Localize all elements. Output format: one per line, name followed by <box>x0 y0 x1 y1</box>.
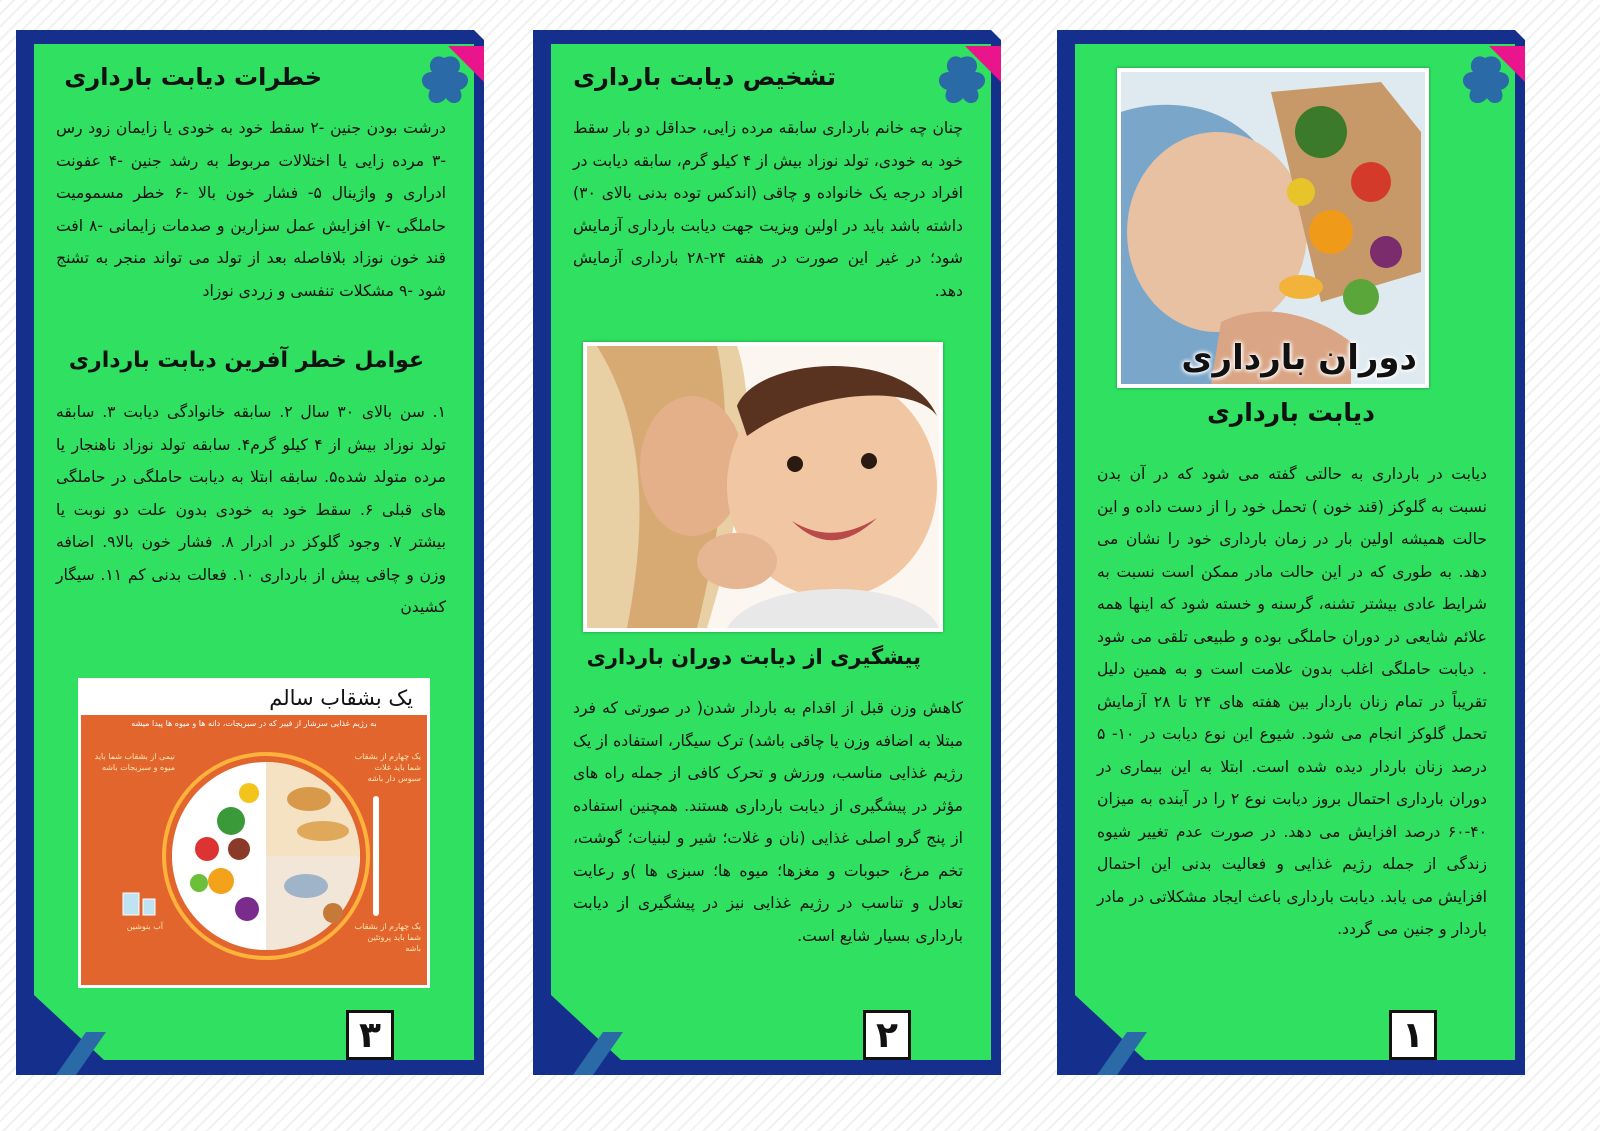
plate-title: یک بشقاب سالم <box>81 681 427 715</box>
risk-factors-text: ۱. سن بالای ۳۰ سال ۲. سابقه خانوادگی دیابت ۳. سابقه تولد نوزاد بیش از ۴ کیلو گرم۴. سابقه تولد نوزاد ناهنجار یا مرده متولد شده۵. سابقه ابتلا به دیابت حاملگی در حاملگی های قبلی ۶. سقط خود به خودی بدون علت دو نوبت یا بیشتر ۷. وجود گلوکز در ادرار ۸. فشار خون بالا۹. اضافه وزن و چاقی پیش از بارداری ۱۰. فعالت بدنی کم ۱۱. سیگار کشیدن <box>56 403 446 616</box>
photo-caption: دوران بارداری <box>1181 338 1417 378</box>
panel-page-2 <box>533 30 1001 1080</box>
prevention-text: کاهش وزن قبل از اقدام به باردار شدن( در صورتی که فرد مبتلا به اضافه وزن یا چاقی باشد) ترک سیگار، استفاده از یک رژیم غذایی مناسب، ورزش و تحرک کافی از جمله راه های مؤثر در پیشگیری از دیابت بارداری هستند. همچنین استفاده از پنج گرو اصلی غذایی (نان و غلات؛ شیر و لبنیات؛ گوشت، تخم مرغ، حبوبات و مغزها؛ میوه ها؛ سبزی ها )و رعایت تعادل و تناسب در رژیم غذایی نیز در پیشگیری از دیابت بارداری بسیار شایع است. <box>573 699 963 945</box>
plate-note-water: آب بنوشین <box>126 922 163 931</box>
flower-ribbon-decoration <box>1447 46 1525 124</box>
intro-text-block <box>1097 458 1487 946</box>
risk-factors-text-block <box>56 396 446 624</box>
plate-note-protein: یک چهارم از بشقاب شما باید پروتئین باشه <box>354 922 421 953</box>
mother-baby-photo <box>583 342 943 632</box>
plate-subtitle: به رژیم غذایی سرشار از فیبر که در سبزیجات، دانه ها و میوه ها پیدا میشه <box>131 719 377 728</box>
risks-text-block <box>56 112 446 307</box>
panel-page-1 <box>1057 30 1525 1080</box>
diagnosis-text-block <box>573 112 963 307</box>
page-number-badge: ۱ <box>1389 1010 1437 1060</box>
diagnosis-heading: تشخیص دیابت بارداری <box>573 63 836 91</box>
prevention-heading: پیشگیری از دیابت دوران بارداری <box>586 645 921 669</box>
page-number-badge: ۲ <box>863 1010 911 1060</box>
risks-heading: خطرات دیابت بارداری <box>64 63 322 91</box>
healthy-plate-infographic <box>78 678 430 988</box>
prevention-text-block <box>573 692 963 952</box>
intro-text: دیابت در بارداری به حالتی گفته می شود که در آن بدن نسبت به گلوکز (قند خون ) تحمل خود را از دست داده و این حالت همیشه اولین بار در زمان بارداری خود را نشان می دهد. به طوری که در این حالت مادر ممکن است نسبت به شرایط عادی بیشتر تشنه، گرسنه و خسته شود که اینها همه علائم شایعی در دوران حاملگی بوده و طبیعی تلقی می شود . دیابت حاملگی اغلب بدون علامت است و به همین دلیل تقریباً در تمام زنان باردار بین هفته های ۲۴ تا ۲۸ آزمایش تحمل گلوکز انجام می شود. شیوع این نوع دیابت در ۱۰- ۵ درصد زنان باردار دیده شده است. ابتلا به این بیماری در دوران بارداری احتمال بروز دیابت نوع ۲ را در آینده به میزان ۴۰-۶۰ درصد افزایش می دهد. در صورت عدم تغییر شیوه زندگی از جمله رژیم غذایی و فعالیت بدنی این احتمال افزایش می یابد. دیابت بارداری باعث ایجاد مشکلاتی در مادر باردار و جنین می گردد. <box>1097 465 1488 938</box>
risks-text: درشت بودن جنین -۲ سقط خود به خودی یا زایمان زود رس -۳ مرده زایی یا اختلالات مربوط به رشد جنین -۴ عفونت ادراری و واژینال ۵- فشار خون بالا -۶ خطر مسمومیت حاملگی -۷ افزایش عمل سزارین و صدمات زایمانی -۸ افت قند خون نوزاد بلافاصله بعد از تولد می تواند منجر به تشنج شود -۹ مشکلات تنفسی و زردی نوزاد <box>56 119 447 300</box>
mother-baby-illustration <box>587 346 939 628</box>
plate-note-grains: یک چهارم از بشقاب شما باید غلات سبوس دار باشه <box>354 752 421 783</box>
risk-factors-heading: عوامل خطر آفرین دیابت بارداری <box>68 348 424 373</box>
pregnancy-photo <box>1117 68 1429 388</box>
panel-page-3 <box>16 30 484 1080</box>
diagnosis-text: چنان چه خانم بارداری سابقه مرده زایی، حداقل دو بار سقط خود به خودی، تولد نوزاد بیش از ۴ کیلو گرم، سابقه دیابت در افراد درجه یک خانواده و چاقی (اندکس توده بدنی بالای ۳۰) داشته باشد باید در اولین ویزیت جهت دیابت بارداری آزمایش شود؛ در غیر این صورت در هفته ۲۴-۲۸ بارداری آزمایش دهد. <box>573 119 963 300</box>
page-number-badge: ۳ <box>346 1010 394 1060</box>
main-heading: دیابت بارداری <box>1206 398 1375 427</box>
plate-note-vegetables: نیمی از بشقاب شما باید میوه و سبزیجات باشه <box>94 752 175 772</box>
